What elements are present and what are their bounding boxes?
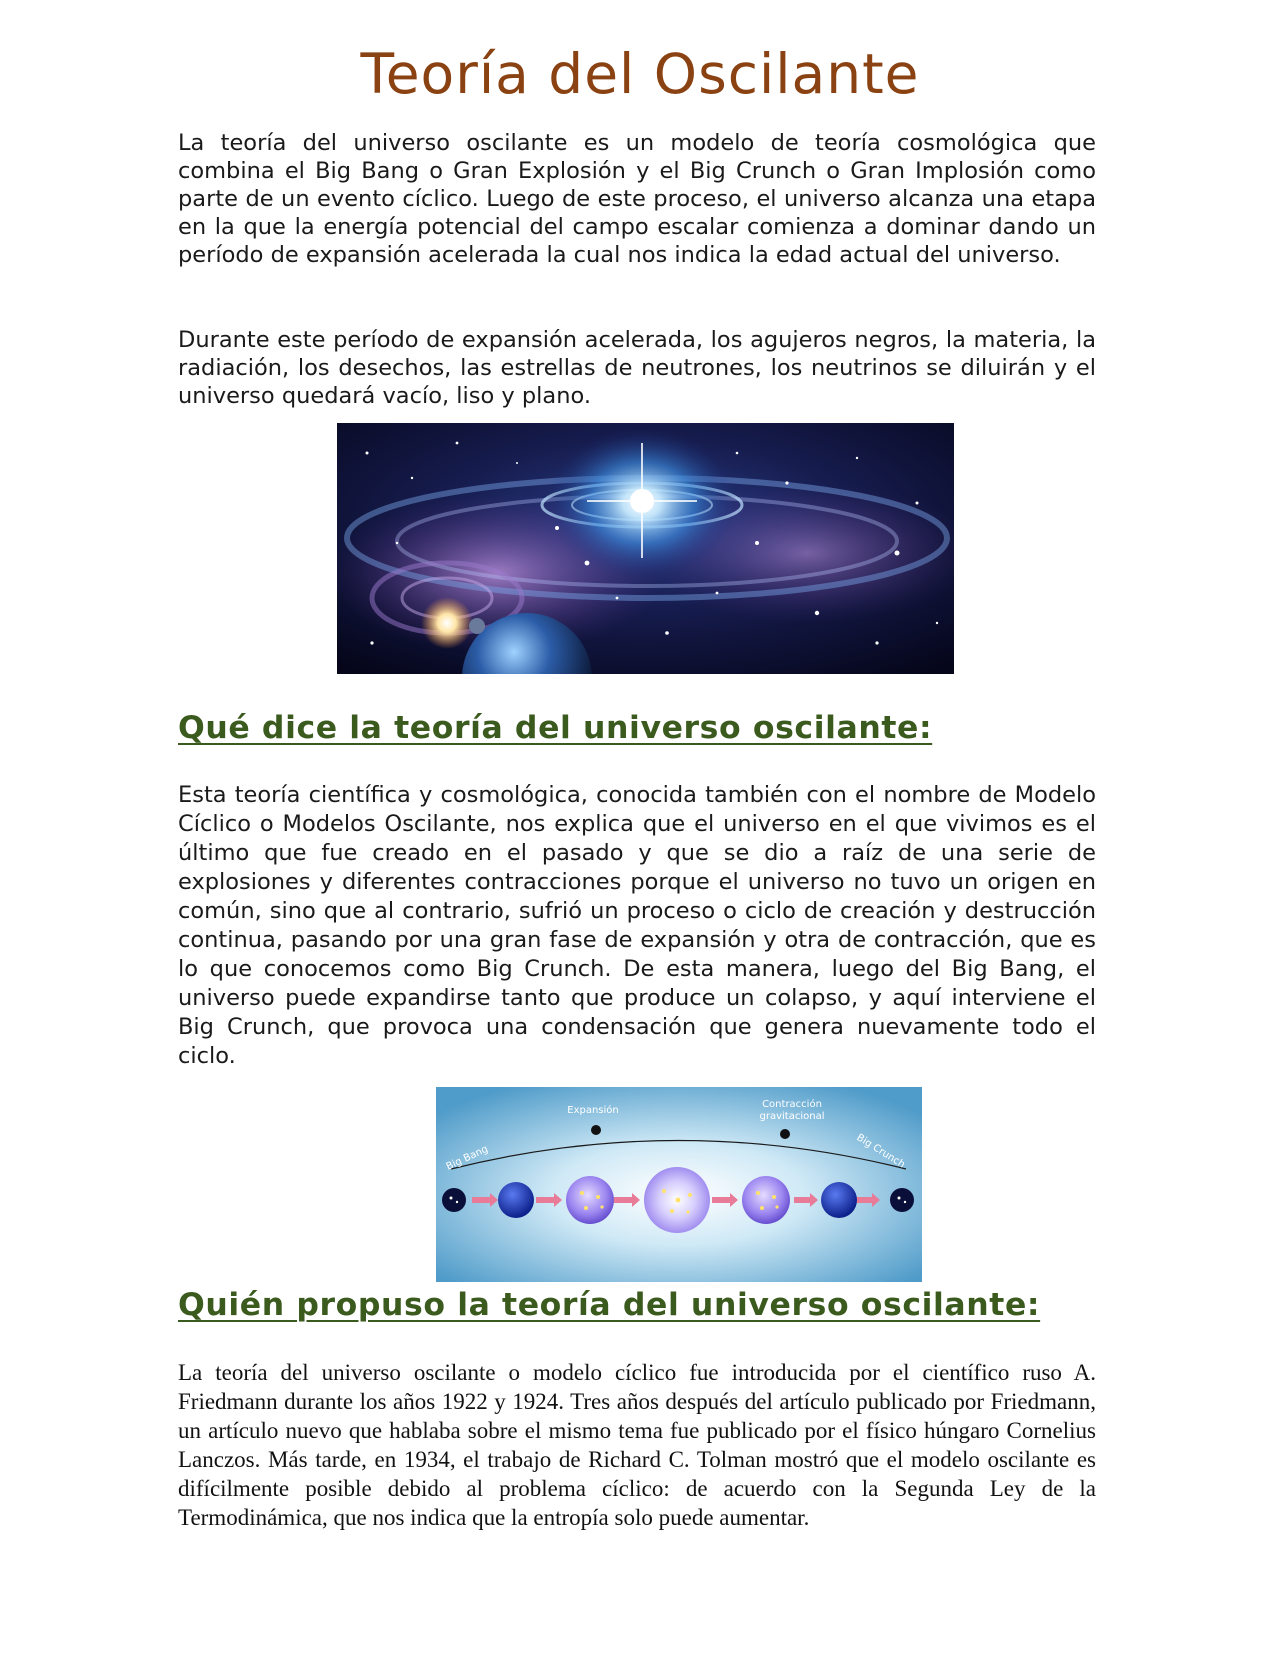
label-contraccion-1: Contracción — [762, 1099, 822, 1110]
label-contraccion-2: gravitacional — [759, 1111, 825, 1122]
que-dice-paragraph: Esta teoría científica y cosmológica, conocida también con el nombre de Modelo Cíclico o Modelos Oscilante, nos explica que el universo en el que vivimos es el último que fue creado en el pasado y que se dio a raíz de una serie de explosiones y diferentes contracciones porque el universo no tuvo un origen en común, sino que al contrario, sufrió un proceso o ciclo de creación y destrucción continua, pasando por una gran fase de expansión y otra de contracción, que es lo que conocemos como Big Crunch. De esta manera, luego del Big Bang, el universo puede expandirse tanto que produce un colapso, y aquí interviene el Big Crunch, que provoca una condensación que genera nuevamente todo el ciclo. — [178, 782, 1096, 1069]
label-big-crunch: Big Crunch — [854, 1132, 907, 1171]
expansion-paragraph: Durante este período de expansión acelerada, los agujeros negros, la materia, la radiación, los desechos, las estrellas de neutrones, los neutrinos se diluirán y el universo quedará vacío, liso y plano. — [178, 327, 1096, 409]
cycle-diagram-image — [436, 1087, 922, 1282]
galaxy-illustration — [337, 423, 954, 674]
label-big-bang: Big Bang — [444, 1143, 490, 1173]
intro-paragraph: La teoría del universo oscilante es un modelo de teoría cosmológica que combina el Big Bang o Gran Explosión y el Big Crunch o Gran Implosión como parte de un evento cíclico. Luego de este proceso, el universo alcanza una etapa en la que la energía potencial del campo escalar comienza a dominar dando un período de expansión acelerada la cual nos indica la edad actual del universo. — [178, 130, 1096, 268]
label-expansion: Expansión — [567, 1105, 619, 1116]
page-title: Teoría del Oscilante — [360, 42, 920, 106]
section-heading-que-dice: Qué dice la teoría del universo oscilante: — [178, 710, 933, 746]
galaxy-image — [337, 423, 954, 674]
cycle-diagram — [436, 1087, 922, 1282]
quien-paragraph: La teoría del universo oscilante o modelo cíclico fue introducida por el científico ruso A. Friedmann durante los años 1922 y 1924. Tres años después del artículo publicado por Friedmann, un artículo nuevo que hablaba sobre el mismo tema fue publicado por el físico húngaro Cornelius Lanczos. Más tarde, en 1934, el trabajo de Richard C. Tolman mostró que el modelo oscilante es difícilmente posible debido al problema cíclico: de acuerdo con la Segunda Ley de la Termodinámica, que nos indica que la entropía solo puede aumentar. — [178, 1360, 1096, 1530]
section-heading-quien: Quién propuso la teoría del universo oscilante: — [178, 1287, 1041, 1323]
